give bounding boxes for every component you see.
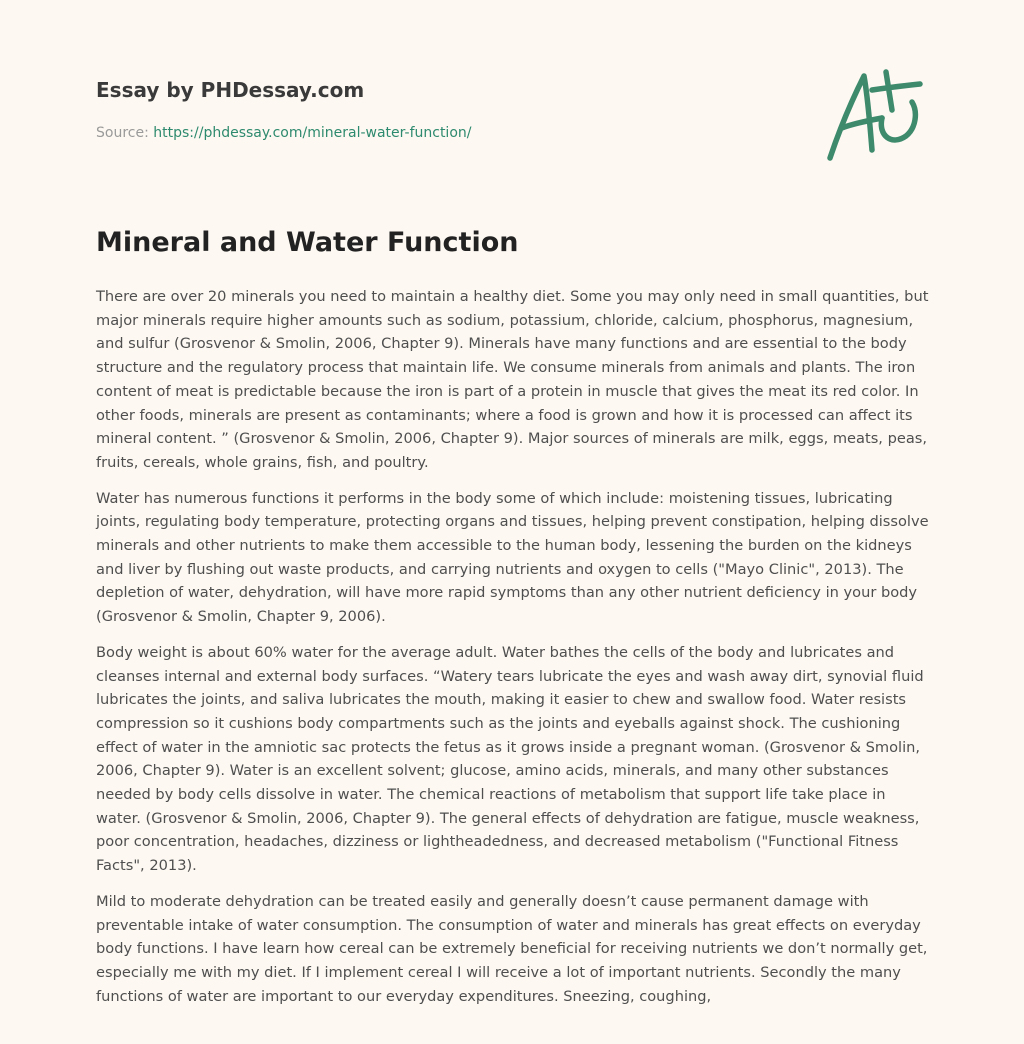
source-line <box>96 124 796 142</box>
paragraph: There are over 20 minerals you need to maintain a healthy diet. Some you may only need in small quantities, but major minerals require higher amounts such as sodium, potassium, chloride, calcium, phosphorus, magnesium, and sulfur (Grosvenor & Smolin, 2006, Chapter 9). Minerals have many functions and are essential to the body structure and the regulatory process that maintain life. We consume minerals from animals and plants. The iron content of meat is predictable because the iron is part of a protein in muscle that gives the meat its red color. In other foods, minerals are present as contaminants; where a food is grown and how it is processed can affect its mineral content. ” (Grosvenor & Smolin, 2006, Chapter 9). Major sources of minerals are milk, eggs, meats, peas, fruits, cereals, whole grains, fish, and poultry. <box>96 288 929 471</box>
site-title: Essay by PHDessay.com <box>96 78 365 102</box>
a-plus-logo-icon <box>820 66 930 166</box>
paragraph: Water has numerous functions it performs in the body some of which include: moistening tissues, lubricating joints, regulating body temperature, protecting organs and tissues, helping prevent constipation, helping dissolve minerals and other nutrients to make them accessible to the human body, lessening the burden on the kidneys and liver by flushing out waste products, and carrying nutrients and oxygen to cells ("Mayo Clinic", 2013). The depletion of water, dehydration, will have more rapid symptoms than any other nutrient deficiency in your body (Grosvenor & Smolin, Chapter 9, 2006). <box>96 489 929 626</box>
paragraph: Body weight is about 60% water for the average adult. Water bathes the cells of the body and lubricates and cleanses internal and external body surfaces. “Watery tears lubricate the eyes and wash away dirt, synovial fluid lubricates the joints, and saliva lubricates the mouth, making it easier to chew and swallow food. Water resists compression so it cushions body compartments such as the joints and eyeballs against shock. The cushioning effect of water in the amniotic sac protects the fetus as it grows inside a pregnant woman. (Grosvenor & Smolin, 2006, Chapter 9). Water is an excellent solvent; glucose, amino acids, minerals, and many other substances needed by body cells dissolve in water. The chemical reactions of metabolism that support life take place in water. (Grosvenor & Smolin, 2006, Chapter 9). The general effects of dehydration are fatigue, muscle weakness, poor concentration, headaches, dizziness or lightheadedness, and decreased metabolism ("Functional Fitness Facts", 2013). <box>96 643 924 875</box>
essay-title: Mineral and Water Function <box>96 227 519 258</box>
essay-body <box>96 285 931 1020</box>
source-link[interactable]: https://phdessay.com/mineral-water-function/ <box>153 125 472 141</box>
source-label: Source: <box>96 125 149 141</box>
page-header <box>96 78 796 142</box>
paragraph: Mild to moderate dehydration can be treated easily and generally doesn’t cause permanent damage with preventable intake of water consumption. The consumption of water and minerals has great effects on everyday body functions. I have learn how cereal can be extremely beneficial for receiving nutrients we don’t normally get, especially me with my diet. If I implement cereal I will receive a lot of important nutrients. Secondly the many functions of water are important to our everyday expenditures. Sneezing, coughing, <box>96 892 928 1005</box>
